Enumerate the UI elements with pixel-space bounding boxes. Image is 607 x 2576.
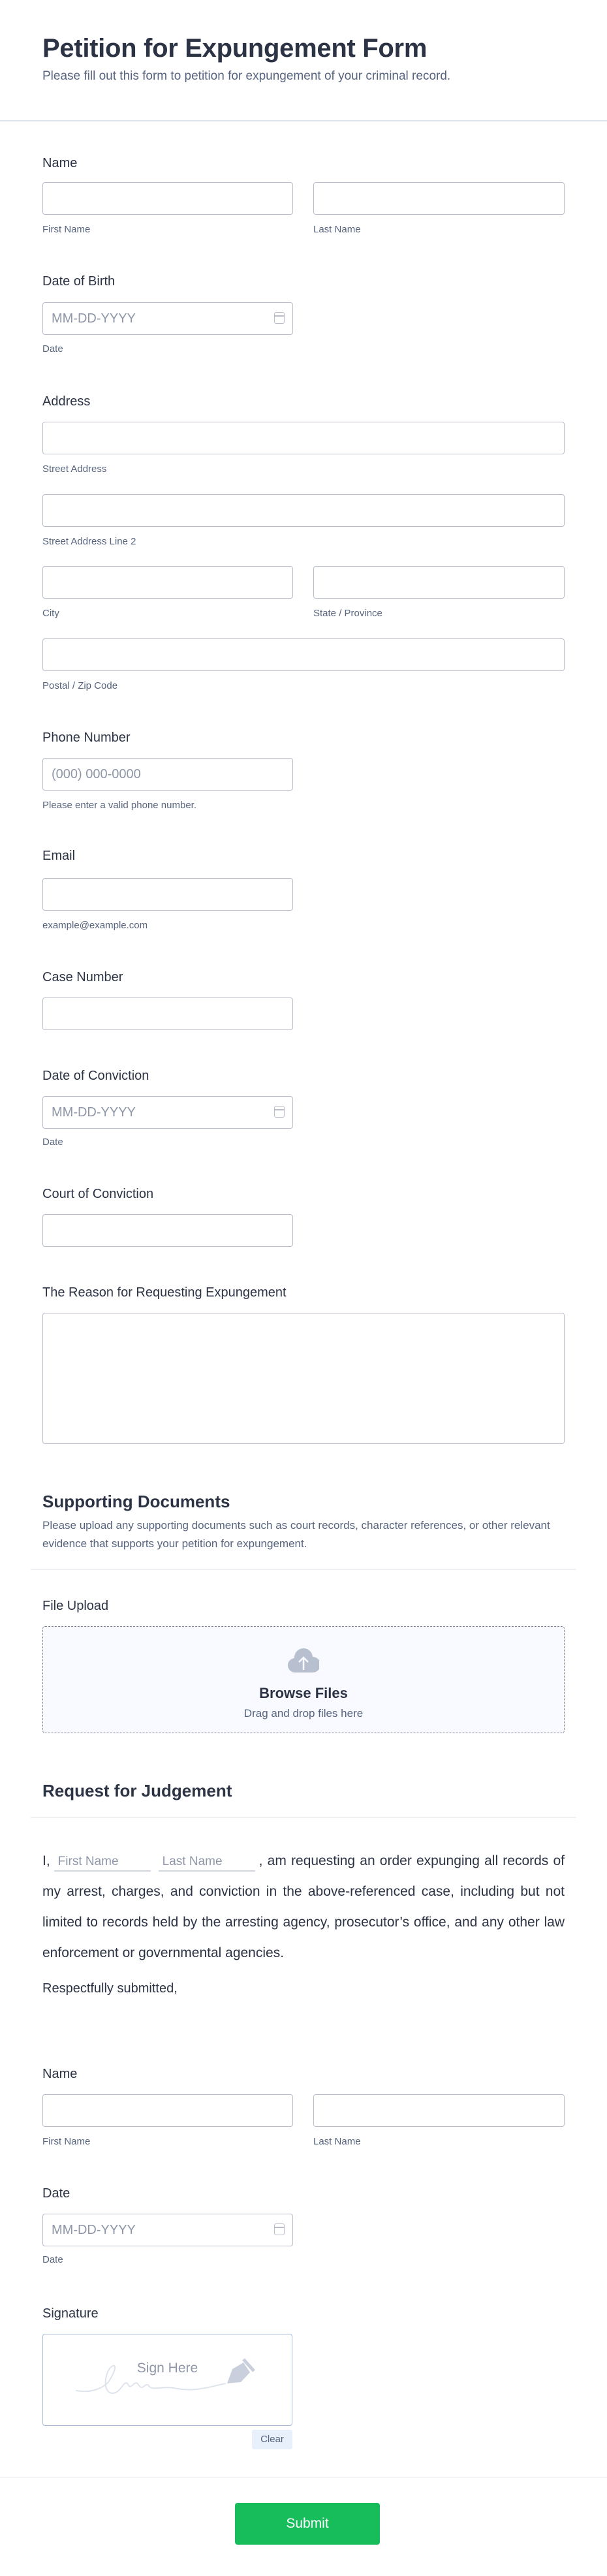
email-input[interactable] <box>42 878 293 911</box>
judgement-prefix: I, <box>42 1853 50 1868</box>
first-name-sublabel: First Name <box>42 224 91 235</box>
sign-first-name-sublabel: First Name <box>42 2136 91 2147</box>
court-label: Court of Conviction <box>42 1187 154 1201</box>
court-input[interactable] <box>42 1214 293 1247</box>
reason-textarea[interactable] <box>42 1313 565 1444</box>
phone-input[interactable] <box>42 758 293 791</box>
postal-sublabel: Postal / Zip Code <box>42 680 118 691</box>
city-input[interactable] <box>42 566 293 599</box>
judgement-heading: Request for Judgement <box>42 1781 232 1800</box>
cloud-upload-icon <box>288 1646 319 1674</box>
calendar-icon[interactable] <box>274 1106 285 1118</box>
street2-input[interactable] <box>42 494 565 527</box>
dob-placeholder: MM-DD-YYYY <box>52 311 136 326</box>
inline-last-name-input[interactable]: Last Name <box>159 1853 255 1872</box>
sign-last-name-sublabel: Last Name <box>313 2136 361 2147</box>
header-divider <box>0 120 607 121</box>
address-label: Address <box>42 394 91 409</box>
signature-label: Signature <box>42 2306 99 2321</box>
name-label: Name <box>42 156 78 170</box>
clear-signature-button[interactable]: Clear <box>252 2430 292 2449</box>
judgement-text: , am requesting an order expunging all records of my arrest, charges, and conviction in the above-referenced case, including but not limited to records held by the arresting agency, prosecutor’s office, and any other law enforcement or governmental agencies. <box>42 1853 565 1960</box>
submit-button[interactable]: Submit <box>235 2503 380 2545</box>
section-divider <box>31 1569 576 1570</box>
case-number-input[interactable] <box>42 997 293 1030</box>
sign-date-placeholder: MM-DD-YYYY <box>52 2223 136 2237</box>
first-name-input[interactable] <box>42 182 293 215</box>
file-upload-label: File Upload <box>42 1599 109 1613</box>
street-sublabel: Street Address <box>42 463 107 475</box>
page-title: Petition for Expungement Form <box>42 34 428 63</box>
dob-label: Date of Birth <box>42 274 116 289</box>
phone-placeholder: (000) 000-0000 <box>52 767 141 781</box>
phone-label: Phone Number <box>42 730 131 745</box>
street2-sublabel: Street Address Line 2 <box>42 536 136 547</box>
email-sublabel: example@example.com <box>42 920 148 931</box>
sign-first-name-input[interactable] <box>42 2094 293 2127</box>
sign-here-text: Sign Here <box>136 2361 198 2376</box>
signature-pad[interactable] <box>42 2334 292 2426</box>
street-input[interactable] <box>42 422 565 454</box>
section-divider <box>31 1817 576 1818</box>
drag-drop-hint: Drag and drop files here <box>243 1707 364 1720</box>
page-subtitle: Please fill out this form to petition for expungement of your criminal record. <box>42 69 451 83</box>
inline-first-name-input[interactable]: First Name <box>54 1853 151 1872</box>
state-input[interactable] <box>313 566 565 599</box>
reason-label: The Reason for Requesting Expungement <box>42 1285 287 1300</box>
last-name-sublabel: Last Name <box>313 224 361 235</box>
email-label: Email <box>42 849 76 863</box>
conviction-date-sublabel: Date <box>42 1137 63 1148</box>
last-name-input[interactable] <box>313 182 565 215</box>
conviction-date-label: Date of Conviction <box>42 1069 149 1083</box>
phone-sublabel: Please enter a valid phone number. <box>42 800 196 811</box>
sign-date-label: Date <box>42 2186 70 2201</box>
state-sublabel: State / Province <box>313 608 382 619</box>
calendar-icon[interactable] <box>274 2223 285 2235</box>
conviction-date-input[interactable] <box>42 1096 293 1129</box>
city-sublabel: City <box>42 608 59 619</box>
sign-date-sublabel: Date <box>42 2254 63 2265</box>
sign-name-label: Name <box>42 2067 78 2081</box>
supporting-description: Please upload any supporting documents such as court records, character references, or other relevant evidence that supports your petition for expungement. <box>42 1519 550 1550</box>
sign-date-input[interactable] <box>42 2214 293 2246</box>
signature-scribble-icon <box>72 2353 262 2398</box>
postal-input[interactable] <box>42 638 565 671</box>
file-dropzone[interactable] <box>42 1626 565 1733</box>
dob-sublabel: Date <box>42 343 63 354</box>
case-number-label: Case Number <box>42 970 123 984</box>
sign-last-name-input[interactable] <box>313 2094 565 2127</box>
calendar-icon[interactable] <box>274 312 285 324</box>
dob-input[interactable] <box>42 302 293 335</box>
supporting-heading: Supporting Documents <box>42 1492 230 1511</box>
closing-text: Respectfully submitted, <box>42 1981 178 1996</box>
conviction-date-placeholder: MM-DD-YYYY <box>52 1105 136 1120</box>
judgement-paragraph <box>42 1846 565 1968</box>
browse-files[interactable]: Browse Files <box>259 1685 348 1701</box>
